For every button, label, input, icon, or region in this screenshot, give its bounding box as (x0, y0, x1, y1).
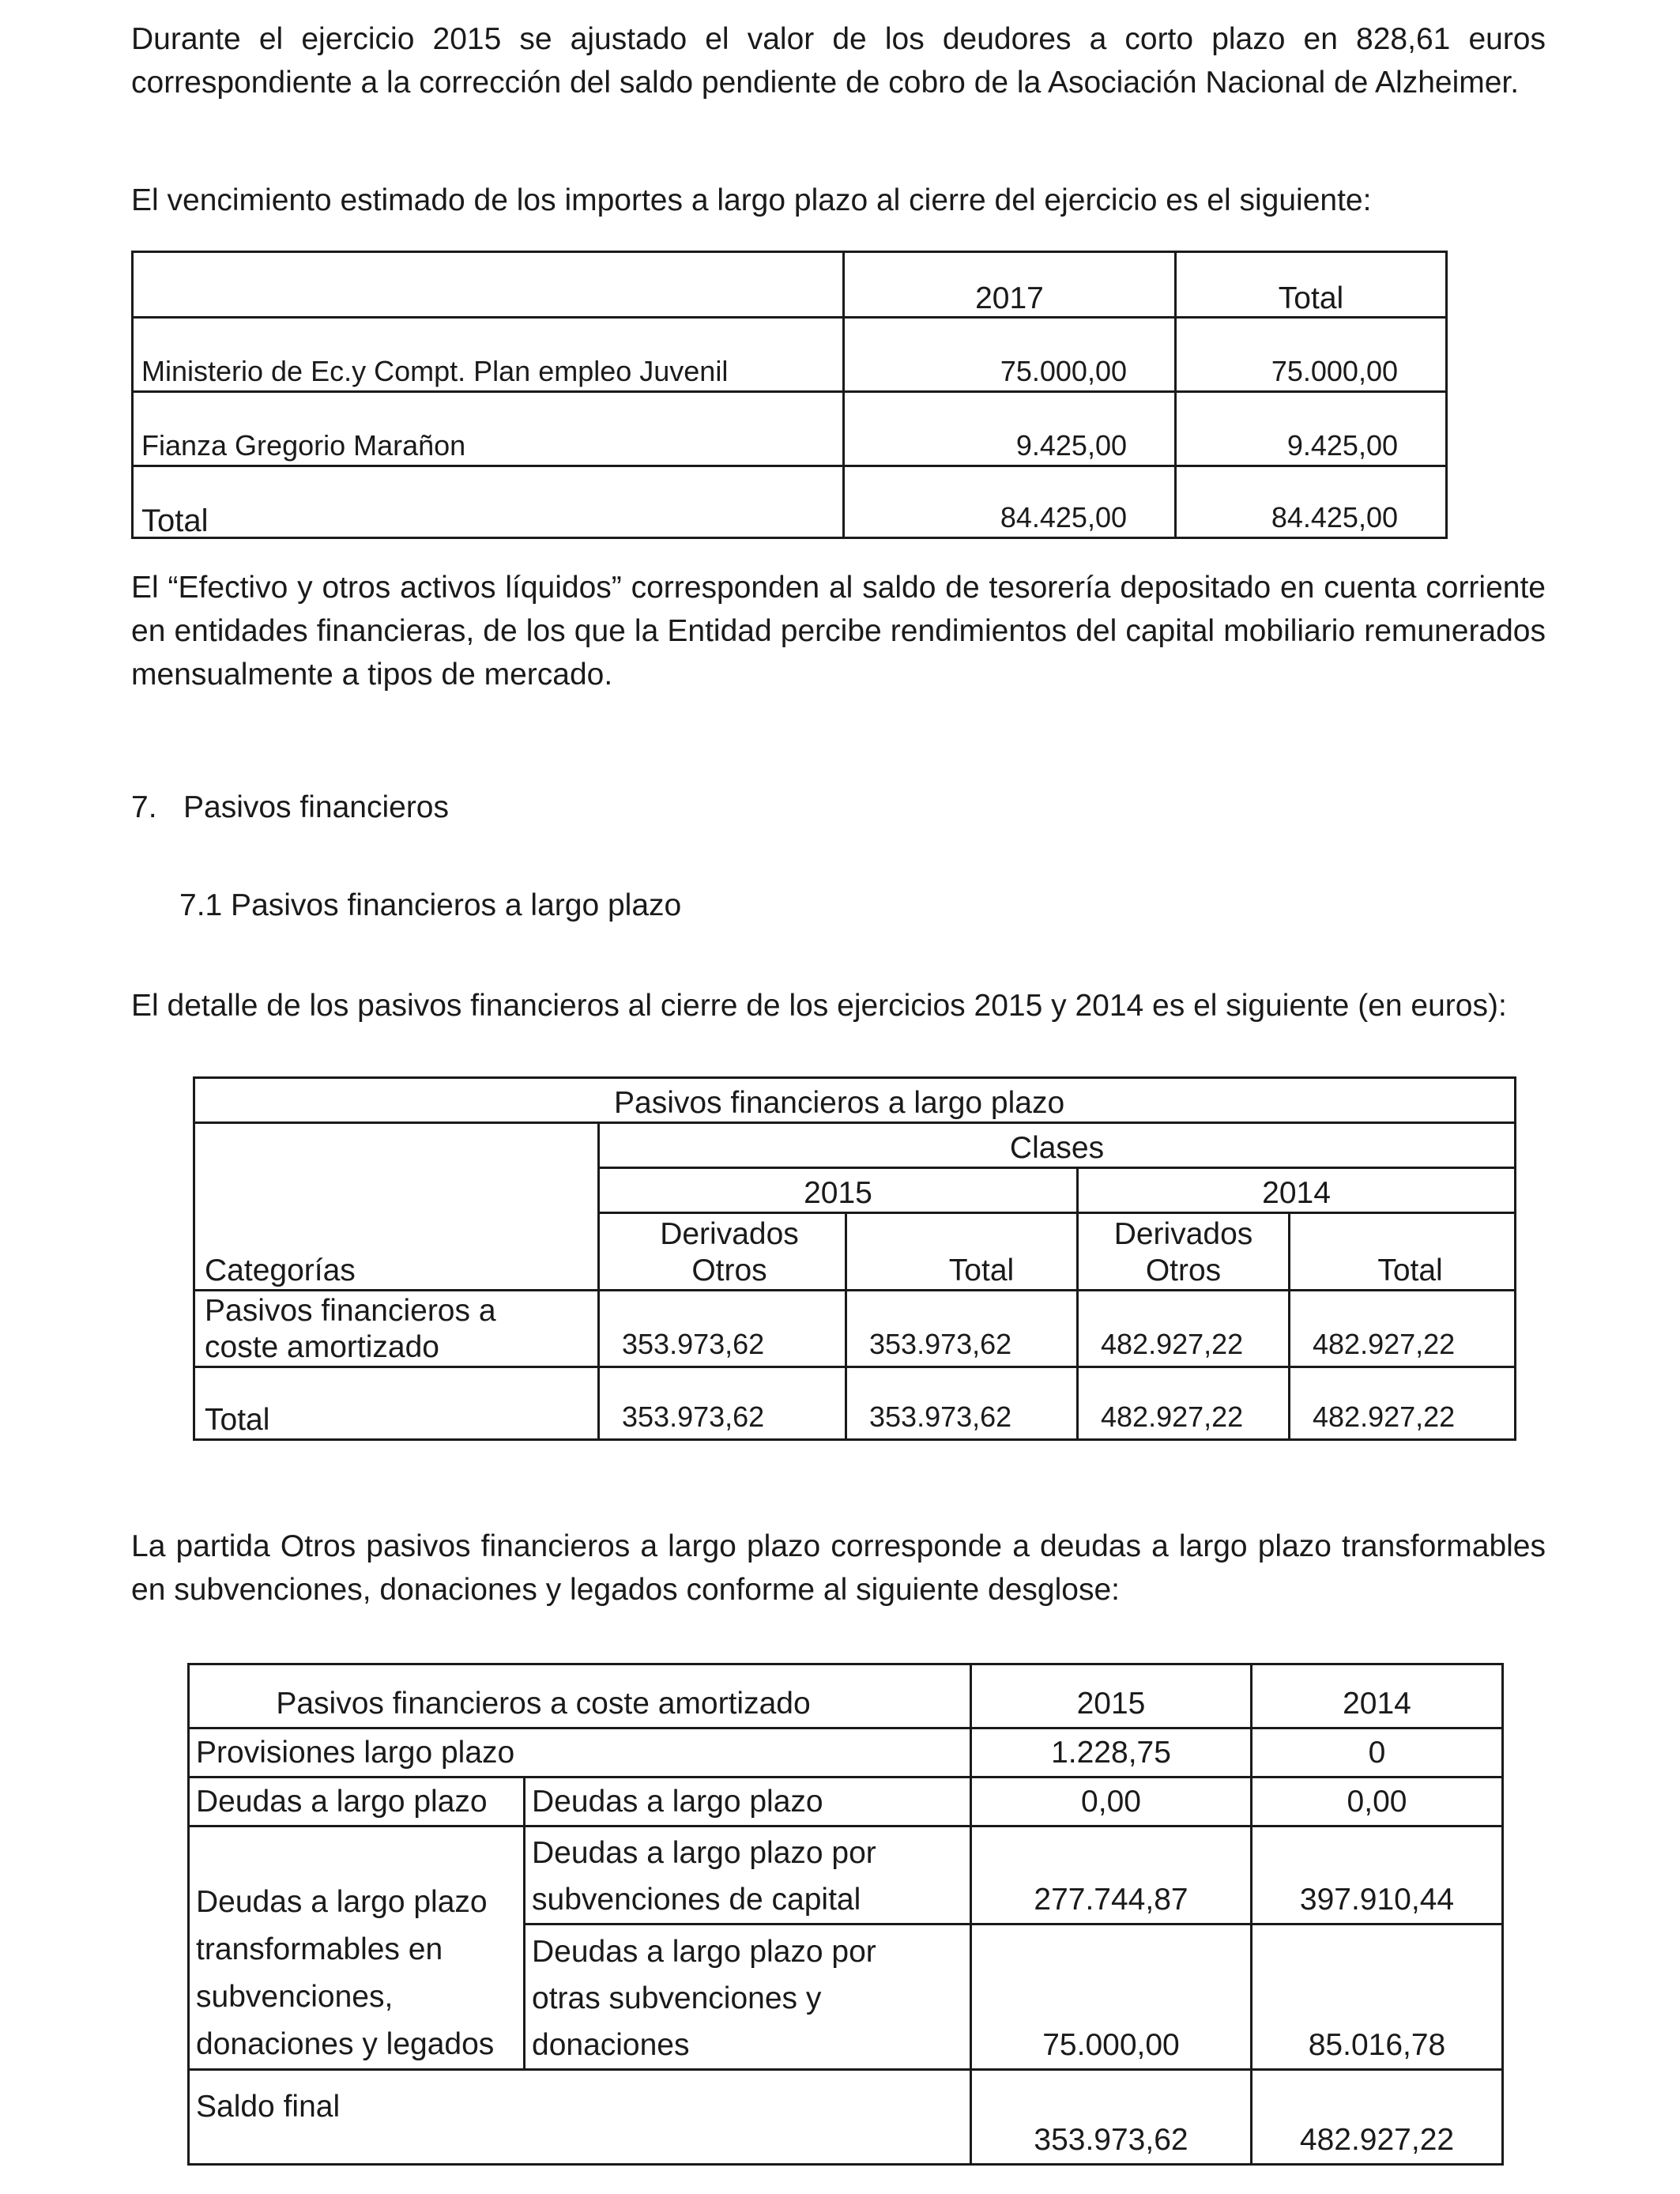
table-cell: 75.000,00 (971, 1924, 1252, 2069)
year-header: 2015 (599, 1168, 1078, 1213)
clases-header: Clases (599, 1123, 1516, 1168)
vencimiento-intro: El vencimiento estimado de los importes a largo plazo al cierre del ejercicio es el siguiente: (131, 183, 1372, 217)
table-cell: 353.973,62 (971, 2070, 1252, 2165)
table-cell: 75.000,00 (1176, 318, 1447, 392)
table-cell: 482.927,22 (1078, 1291, 1290, 1367)
table-cell: Ministerio de Ec.y Compt. Plan empleo Juvenil (133, 318, 844, 392)
table-cell: 482.927,22 (1078, 1367, 1290, 1440)
row-label: Saldo final (189, 2070, 971, 2165)
table-cell: 1.228,75 (971, 1728, 1252, 1777)
table-total-row (189, 2070, 1503, 2165)
table-cell: 482.927,22 (1290, 1291, 1516, 1367)
table-cell: Total (133, 466, 844, 538)
efectivo-paragraph: El “Efectivo y otros activos líquidos” corresponden al saldo de tesorería depositado en cuenta corriente en entidades financieras, de los que la Entidad percibe rendimientos del capital mobiliario remunerados mensualmente a tipos de mercado. (131, 571, 1546, 692)
table-cell: 353.973,62 (599, 1367, 846, 1440)
row-label: Pasivos financieros a coste amortizado (194, 1291, 599, 1367)
table-title: Pasivos financieros a largo plazo (194, 1078, 1516, 1123)
table-header-cell: 2014 (1252, 1664, 1503, 1728)
table-cell: 75.000,00 (844, 318, 1176, 392)
table-cell: 397.910,44 (1252, 1826, 1503, 1924)
derivados-header: Derivados Otros (599, 1213, 846, 1291)
year-header: 2014 (1078, 1168, 1516, 1213)
table-row (189, 1777, 1503, 1826)
table-row (194, 1291, 1516, 1367)
row-label: Deudas a largo plazo transformables en subvenciones, donaciones y legados (189, 1826, 525, 2070)
table-total-row (133, 466, 1447, 538)
row-label: Total (194, 1367, 599, 1440)
row-sublabel: Deudas a largo plazo por subvenciones de capital (525, 1826, 971, 1924)
row-sublabel: Deudas a largo plazo (525, 1777, 971, 1826)
table-cell: 482.927,22 (1252, 2070, 1503, 2165)
table-row (133, 392, 1447, 466)
section-number: 7. (131, 790, 157, 824)
subsection-heading: 7.1 Pasivos financieros a largo plazo (179, 888, 682, 922)
table-cell: 353.973,62 (846, 1367, 1078, 1440)
table-row (133, 318, 1447, 392)
table-cell: 84.425,00 (1176, 466, 1447, 538)
row-label: Deudas a largo plazo (189, 1777, 525, 1826)
otros-paragraph: La partida Otros pasivos financieros a largo plazo corresponde a deudas a largo plazo transformables en subvenciones, donaciones y legados conforme al siguiente desglose: (131, 1529, 1546, 1607)
table-header-cell: Total (1176, 252, 1447, 318)
table-header-row (133, 252, 1447, 318)
table-header-row (189, 1664, 1503, 1728)
table-cell: 9.425,00 (1176, 392, 1447, 466)
table-cell: 277.744,87 (971, 1826, 1252, 1924)
table-cell: 85.016,78 (1252, 1924, 1503, 2069)
derivados-header: Derivados Otros (1078, 1213, 1290, 1291)
vencimiento-table (131, 251, 1448, 539)
table-cell: 0,00 (1252, 1777, 1503, 1826)
table-cell: 482.927,22 (1290, 1367, 1516, 1440)
categorias-header: Categorías (194, 1123, 599, 1291)
total-header: Total (846, 1213, 1078, 1291)
table-cell: Fianza Gregorio Marañon (133, 392, 844, 466)
table-cell: 0 (1252, 1728, 1503, 1777)
section-heading (131, 788, 449, 827)
table-cell: 353.973,62 (846, 1291, 1078, 1367)
intro-paragraph: Durante el ejercicio 2015 se ajustado el valor de los deudores a corto plazo en 828,61 euros correspondiente a la corrección del saldo pendiente de cobro de la Asociación Nacional de Alzheimer. (131, 22, 1546, 100)
table-cell: 353.973,62 (599, 1291, 846, 1367)
table-header-row (194, 1123, 1516, 1168)
row-sublabel: Deudas a largo plazo por otras subvenciones y donaciones (525, 1924, 971, 2069)
table-title-row (194, 1078, 1516, 1123)
detalle-intro: El detalle de los pasivos financieros al cierre de los ejercicios 2015 y 2014 es el siguiente (en euros): (131, 989, 1507, 1023)
table-header-cell (133, 252, 844, 318)
table-cell: 9.425,00 (844, 392, 1176, 466)
table-total-row (194, 1367, 1516, 1440)
table-header-cell: 2015 (971, 1664, 1252, 1728)
total-header: Total (1290, 1213, 1516, 1291)
table-row (189, 1826, 1503, 1924)
table-cell: 84.425,00 (844, 466, 1176, 538)
table-row (189, 1728, 1503, 1777)
row-label: Provisiones largo plazo (189, 1728, 971, 1777)
table-cell: 0,00 (971, 1777, 1252, 1826)
desglose-table (187, 1663, 1504, 2166)
table-header-cell: 2017 (844, 252, 1176, 318)
pasivos-largo-plazo-table (193, 1076, 1516, 1441)
table-header-cell: Pasivos financieros a coste amortizado (189, 1664, 971, 1728)
section-title: Pasivos financieros (183, 790, 449, 824)
